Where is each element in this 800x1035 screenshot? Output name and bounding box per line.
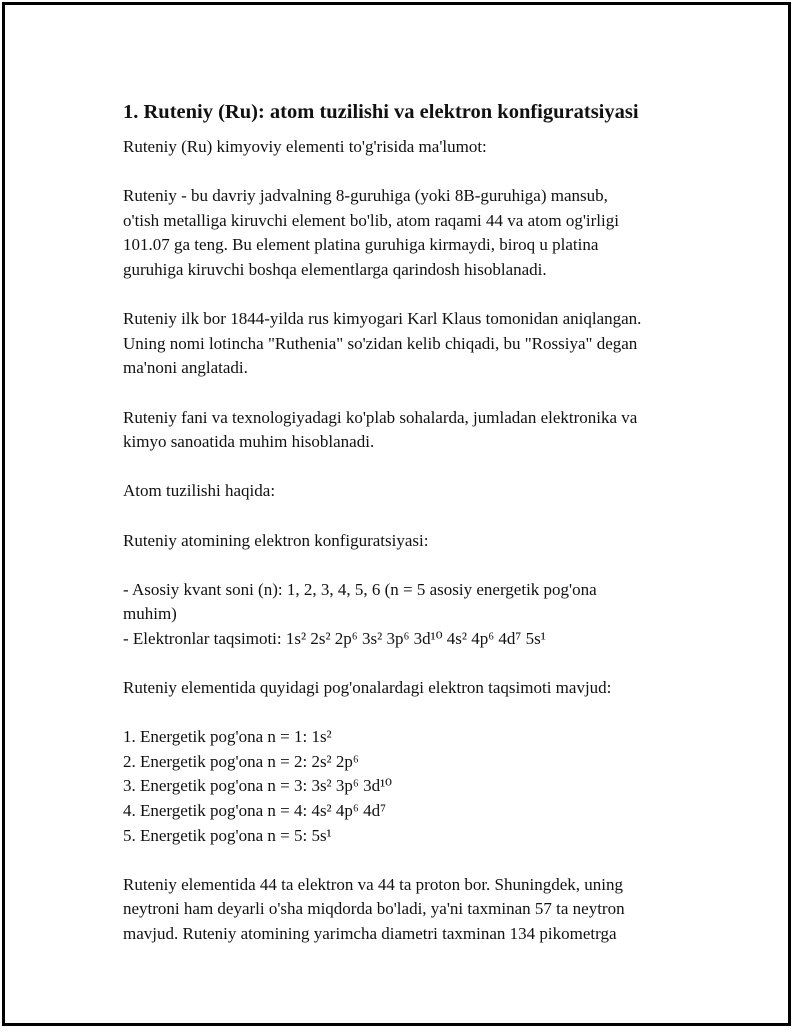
- paragraph-history: [123, 307, 723, 381]
- list-energy-levels: [123, 725, 723, 848]
- paragraph-intro: [123, 135, 723, 160]
- text-line: Ruteniy elementida quyidagi pog'onalardagi elektron taqsimoti mavjud:: [123, 678, 612, 698]
- text-line: - Elektronlar taqsimoti: 1s² 2s² 2p⁶ 3s² 3p⁶ 3d¹⁰ 4s² 4p⁶ 4d⁷ 5s¹: [123, 628, 546, 648]
- text-line: - Asosiy kvant soni (n): 1, 2, 3, 4, 5, 6 (n = 5 asosiy energetik pog'ona: [123, 579, 597, 599]
- text-line: Ruteniy (Ru) kimyoviy elementi to'g'risida ma'lumot:: [123, 137, 487, 156]
- text-line: muhim): [123, 604, 177, 624]
- text-line: kimyo sanoatida muhim hisoblanadi.: [123, 432, 375, 452]
- text-line: guruhiga kiruvchi boshqa elementlarga qarindosh hisoblanadi.: [123, 259, 547, 279]
- paragraph-config-heading: [123, 529, 723, 554]
- list-item: 5. Energetik pog'ona n = 5: 5s¹: [123, 825, 332, 845]
- text-line: o'tish metalliga kiruvchi element bo'lib, atom raqami 44 va atom og'irligi: [123, 210, 619, 230]
- document-body: [123, 97, 723, 971]
- text-line: mavjud. Ruteniy atomining yarimcha diametri taxminan 134 pikometrga: [123, 924, 617, 943]
- text-line: Ruteniy fani va texnologiyadagi ko'plab sohalarda, jumladan elektronika va: [123, 407, 638, 427]
- text-line: Ruteniy atomining elektron konfiguratsiyasi:: [123, 530, 429, 550]
- text-line: Ruteniy - bu davriy jadvalning 8-guruhiga (yoki 8B-guruhiga) mansub,: [123, 186, 608, 206]
- page-title: 1. Ruteniy (Ru): atom tuzilishi va elektron konfiguratsiyasi: [123, 101, 639, 123]
- paragraph-definition: [123, 184, 723, 282]
- paragraph-particles: [123, 873, 723, 947]
- text-line: 101.07 ga teng. Bu element platina guruhiga kirmaydi, biroq u platina: [123, 235, 599, 255]
- text-line: Atom tuzilishi haqida:: [123, 481, 276, 501]
- list-item: 4. Energetik pog'ona n = 4: 4s² 4p⁶ 4d⁷: [123, 801, 387, 821]
- list-item: 3. Energetik pog'ona n = 3: 3s² 3p⁶ 3d¹⁰: [123, 776, 392, 796]
- section-heading-atom-structure: [123, 479, 723, 504]
- paragraph-applications: [123, 406, 723, 455]
- paragraph-config-details: [123, 578, 723, 652]
- paragraph-shells-intro: [123, 676, 723, 701]
- list-item: 1. Energetik pog'ona n = 1: 1s²: [123, 727, 332, 747]
- text-line: Uning nomi lotincha "Ruthenia" so'zidan kelib chiqadi, bu "Rossiya" degan: [123, 333, 638, 353]
- text-line: ma'noni anglatadi.: [123, 358, 248, 378]
- text-line: Ruteniy ilk bor 1844-yilda rus kimyogari Karl Klaus tomonidan aniqlangan.: [123, 309, 642, 329]
- list-item: 2. Energetik pog'ona n = 2: 2s² 2p⁶: [123, 751, 359, 771]
- text-line: neytroni ham deyarli o'sha miqdorda bo'ladi, ya'ni taxminan 57 ta neytron: [123, 899, 625, 919]
- text-line: Ruteniy elementida 44 ta elektron va 44 ta proton bor. Shuningdek, uning: [123, 874, 623, 894]
- page-frame: [2, 2, 791, 1026]
